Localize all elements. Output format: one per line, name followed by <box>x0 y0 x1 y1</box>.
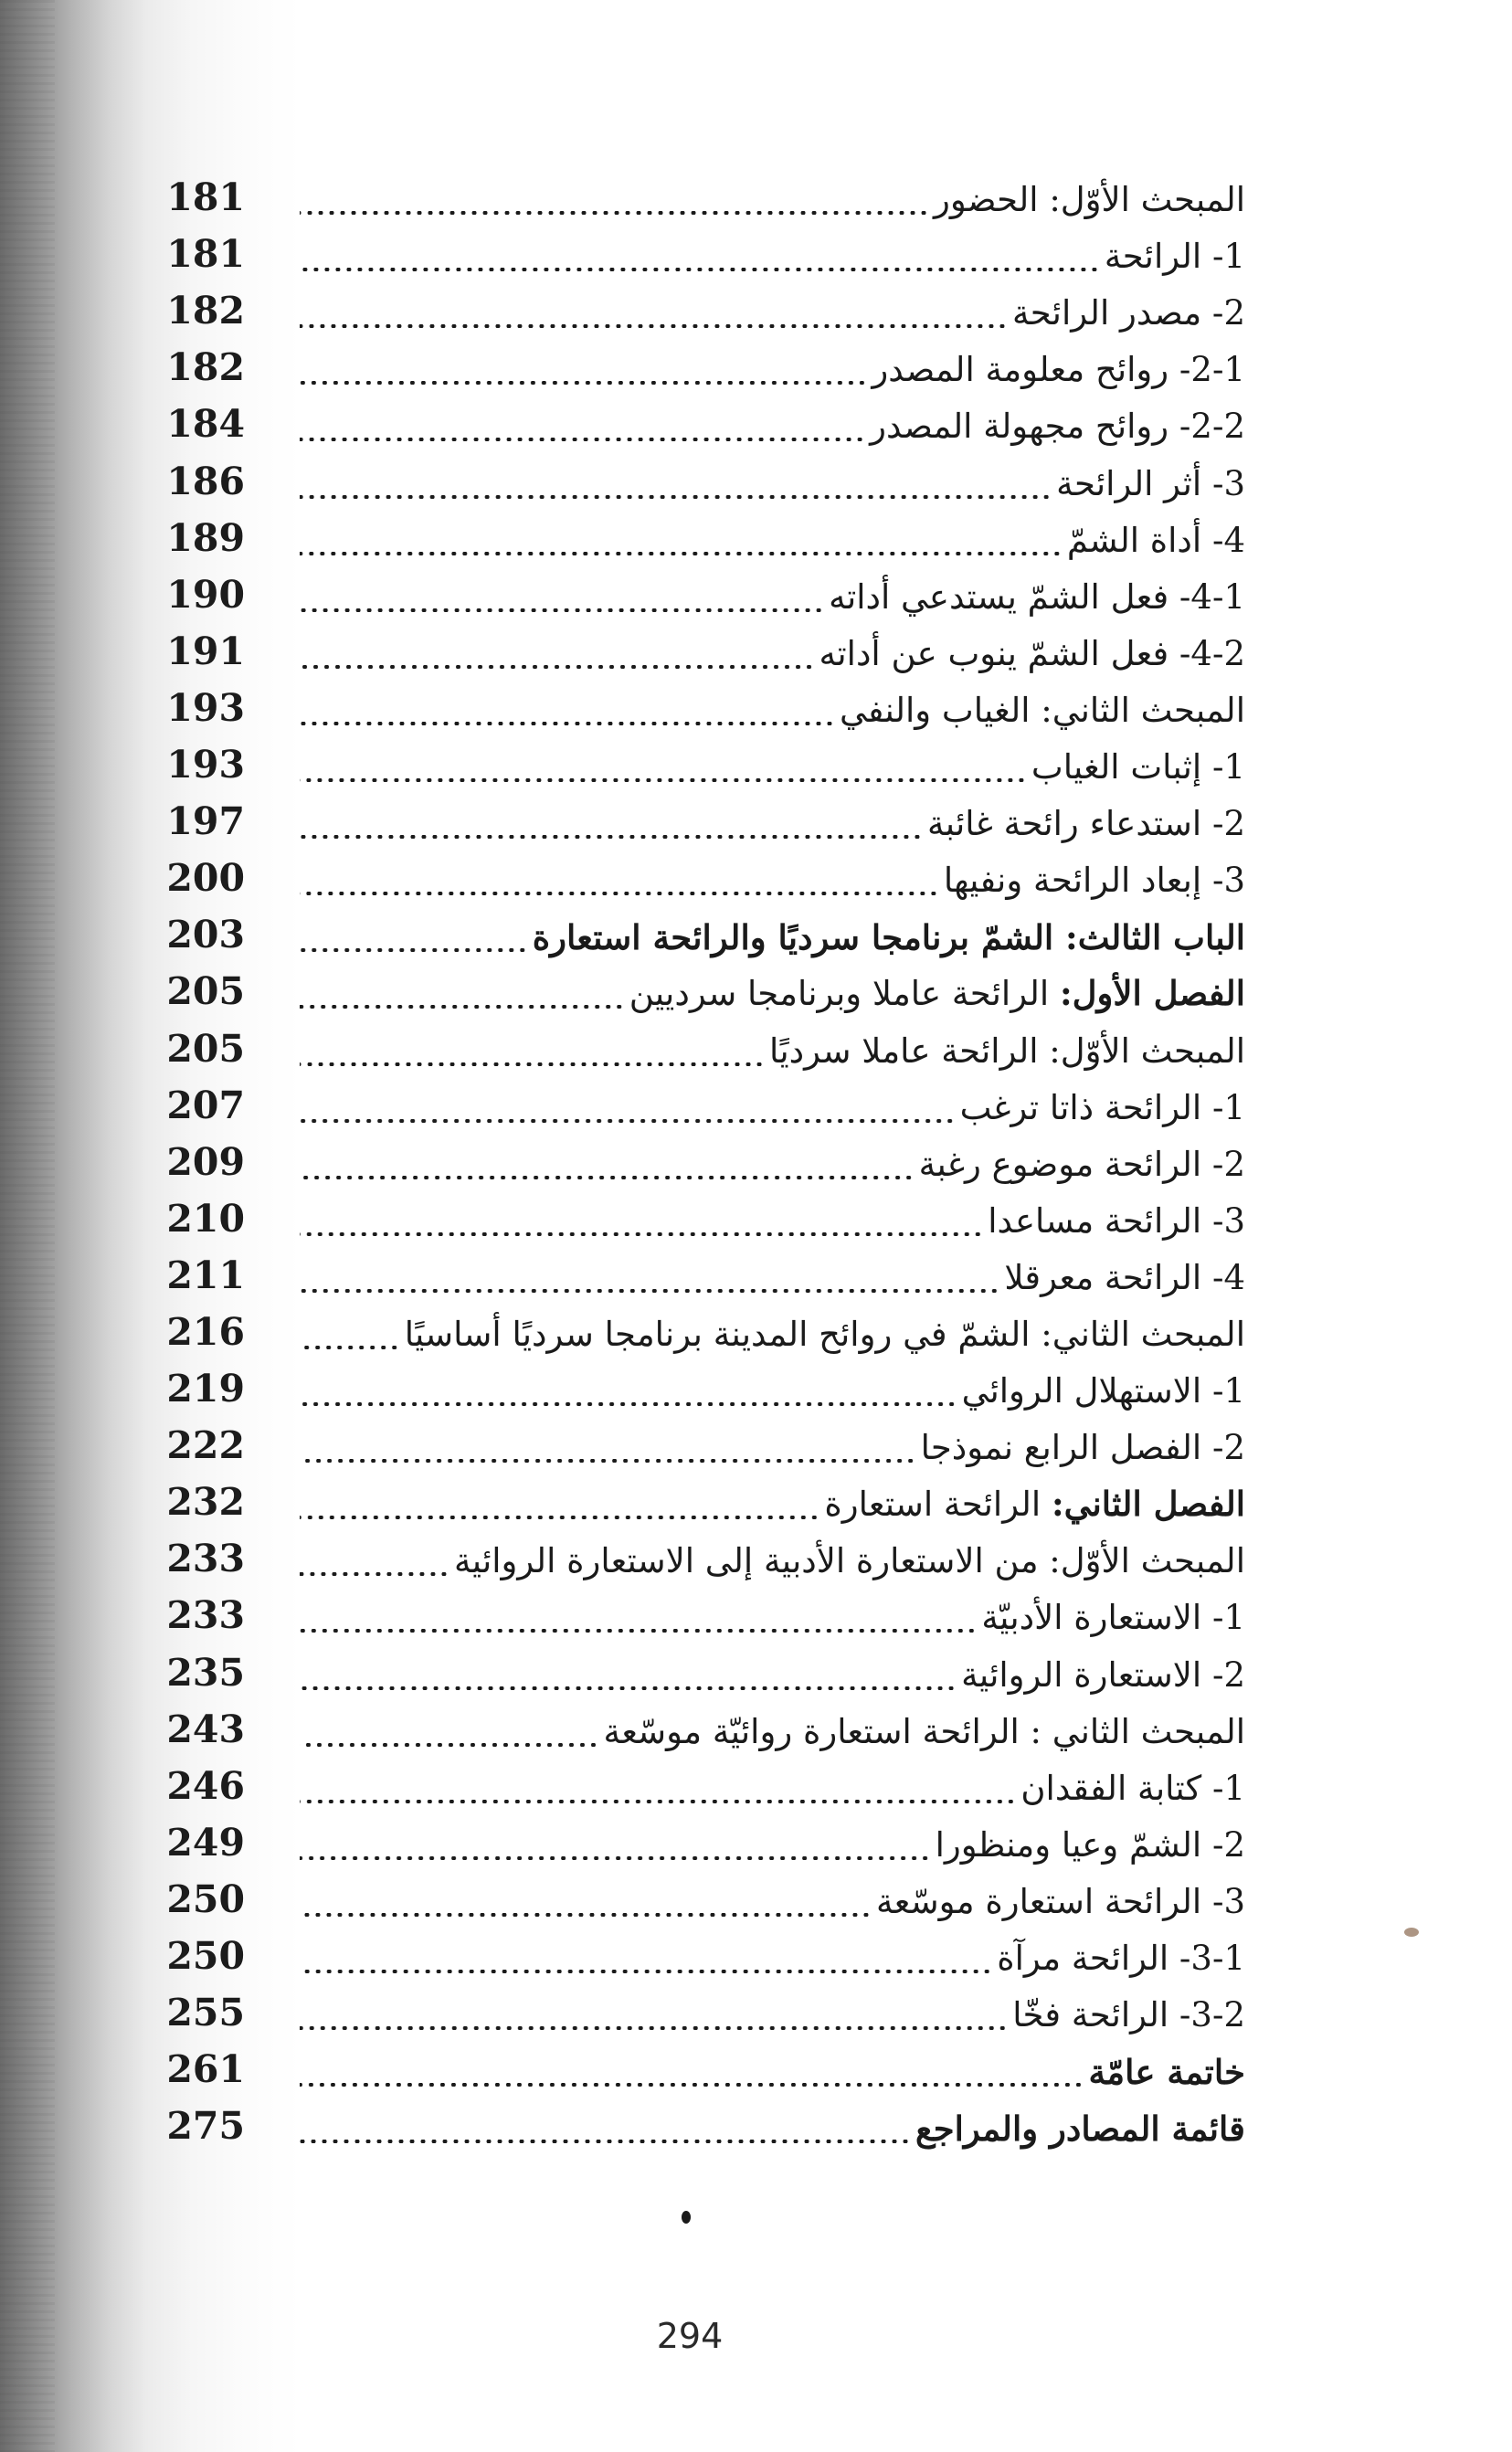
dot-leader <box>300 1856 934 1860</box>
toc-entry-line <box>300 1085 1245 1131</box>
toc-entry-line <box>300 1879 1245 1925</box>
book-spine-shadow <box>0 0 55 2452</box>
toc-entry-line <box>300 1255 1245 1301</box>
dot-leader <box>300 1913 874 1917</box>
toc-entry-line <box>300 1595 1245 1641</box>
toc-entry <box>153 170 1245 227</box>
toc-entry-line <box>300 970 1245 1017</box>
toc-entry-title: 2- الرائحة موضوع رغبة <box>918 1144 1245 1184</box>
dot-leader <box>300 722 838 725</box>
dot-leader <box>300 495 1054 499</box>
toc-page-number: 189 <box>166 515 245 560</box>
toc-entry-line <box>300 745 1245 790</box>
toc-page-number: 243 <box>166 1707 245 1751</box>
toc-page-number: 186 <box>166 459 245 503</box>
toc-entry-line <box>300 1369 1245 1414</box>
toc-entry-line <box>300 688 1245 734</box>
toc-entry-title: 1- الاستعارة الأدبيّة <box>981 1598 1245 1638</box>
toc-entry <box>153 1759 1245 1815</box>
page-number: 294 <box>656 2316 724 2356</box>
dot-leader <box>300 438 868 441</box>
toc-entry-title: 1- إثبات الغياب <box>1031 747 1245 787</box>
toc-entry <box>153 1248 1245 1305</box>
toc-entry-line <box>300 291 1245 336</box>
dot-leader <box>300 1459 919 1463</box>
toc-entry-title: 3- أثر الرائحة <box>1056 463 1245 503</box>
toc-entry-title: 1- الاستهلال الروائي <box>961 1371 1245 1411</box>
toc-entry-line <box>300 404 1245 449</box>
toc-page-number: 181 <box>166 232 245 277</box>
dot-leader <box>300 1289 1002 1293</box>
toc-entry-title: المبحث الثاني: الغياب والنفي <box>839 690 1245 730</box>
toc-entry-line <box>300 1425 1245 1471</box>
toc-entry-title: 3-1- الرائحة مرآة <box>997 1939 1245 1978</box>
toc-entry-title: 3- إبعاد الرائحة ونفيها <box>943 861 1245 901</box>
dot-leader <box>300 1686 959 1690</box>
toc-entry-title: 2-2- روائح مجهولة المصدر <box>870 407 1245 447</box>
toc-page-number: 216 <box>166 1309 245 1354</box>
toc-entry-title: المبحث الأوّل: الرائحة عاملا سرديًا <box>769 1030 1245 1071</box>
toc-page-number: 233 <box>166 1537 245 1581</box>
toc-entry-line <box>300 1029 1245 1074</box>
toc-entry-title <box>629 970 1245 1017</box>
toc-page-number: 250 <box>166 1934 245 1978</box>
toc-page-number: 219 <box>166 1367 245 1411</box>
toc-entry-title: 2- استدعاء رائحة غائبة <box>926 804 1245 844</box>
toc-entry <box>153 1020 1245 1077</box>
toc-entry-line <box>300 914 1245 960</box>
toc-page-number: 233 <box>166 1593 245 1638</box>
toc-entry <box>153 1361 1245 1418</box>
dot-leader <box>300 1800 1019 1803</box>
toc-entry <box>153 1418 1245 1474</box>
toc-entry-line <box>300 1199 1245 1244</box>
toc-page-number: 207 <box>166 1083 245 1127</box>
toc-page-number: 203 <box>166 913 245 957</box>
toc-entry-title: 2-1- روائح معلومة المصدر <box>872 350 1245 390</box>
toc-page-number: 246 <box>166 1763 245 1808</box>
toc-page-number: 255 <box>166 1991 245 2035</box>
toc-entry-line <box>300 2049 1245 2095</box>
toc-entry-line <box>300 518 1245 564</box>
toc-entry-line <box>300 1653 1245 1698</box>
toc-entry-title: 1- الرائحة ذاتا ترغب <box>959 1087 1245 1127</box>
toc-page-number: 182 <box>166 345 245 390</box>
dot-leader <box>300 1629 979 1633</box>
toc-page-number: 275 <box>166 2104 245 2149</box>
dot-leader <box>300 892 942 895</box>
toc-entry <box>153 227 1245 283</box>
toc-page-number: 205 <box>166 1026 245 1071</box>
toc-entry <box>153 1702 1245 1759</box>
dot-leader <box>300 1005 628 1009</box>
toc-entry-title <box>824 1481 1245 1527</box>
toc-entry <box>153 2042 1245 2098</box>
toc-entry-title: المبحث الأوّل: من الاستعارة الأدبية إلى الاستعارة الروائية <box>453 1541 1245 1581</box>
toc-entry <box>153 907 1245 964</box>
toc-entry <box>153 737 1245 794</box>
toc-entry <box>153 1474 1245 1531</box>
toc-entry <box>153 1191 1245 1248</box>
toc-entry-line <box>300 1142 1245 1188</box>
toc-page-number: 211 <box>166 1252 245 1297</box>
toc-entry-line <box>300 1538 1245 1584</box>
toc-entry-chapter-prefix: الفصل الأول: <box>1059 973 1245 1014</box>
toc-entry <box>153 681 1245 737</box>
toc-entry-title: 4- الرائحة معرقلا <box>1004 1257 1245 1297</box>
toc-page-number: 190 <box>166 572 245 617</box>
dot-leader <box>300 948 531 952</box>
toc-entry-chapter-prefix: الفصل الثاني: <box>1051 1484 1245 1525</box>
toc-page-number: 210 <box>166 1196 245 1241</box>
dot-leader <box>300 1970 995 1973</box>
toc-entry-title: المبحث الثاني: الشمّ في روائح المدينة برنامجا سرديًا أساسيًا <box>404 1314 1245 1354</box>
toc-entry <box>153 567 1245 624</box>
toc-entry <box>153 453 1245 510</box>
dot-leader <box>300 608 827 612</box>
toc-entry-line <box>300 1936 1245 1982</box>
toc-entry-line <box>300 1766 1245 1812</box>
toc-page-number: 193 <box>166 685 245 730</box>
toc-entry-title: 2- الاستعارة الروائية <box>961 1654 1245 1695</box>
dot-leader <box>300 1176 917 1179</box>
toc-entry-title: 2- الشمّ وعيا ومنظورا <box>935 1824 1245 1865</box>
toc-page-number: 261 <box>166 2047 245 2092</box>
toc-entry-line <box>300 347 1245 393</box>
toc-entry-title: المبحث الثاني : الرائحة استعارة روائيّة موسّعة <box>603 1711 1245 1751</box>
dot-leader <box>300 2083 1086 2087</box>
toc-entry <box>153 1815 1245 1872</box>
toc-entry <box>153 1588 1245 1644</box>
toc-entry-line <box>300 2106 1245 2151</box>
toc-entry <box>153 511 1245 567</box>
dot-leader <box>300 1062 767 1066</box>
toc-page-number: 184 <box>166 402 245 447</box>
dot-leader <box>300 552 1065 555</box>
toc-entry-title: 2- مصدر الرائحة <box>1011 293 1245 333</box>
dot-leader <box>300 1572 452 1576</box>
toc-entry <box>153 1985 1245 2042</box>
toc-entry-line <box>300 234 1245 280</box>
toc-entry-title: 3- الرائحة مساعدا <box>988 1200 1245 1241</box>
toc-entry-title: 3- الرائحة استعارة موسّعة <box>875 1881 1245 1921</box>
toc-entry <box>153 396 1245 453</box>
toc-entry <box>153 964 1245 1020</box>
toc-entry <box>153 2098 1245 2155</box>
toc-entry-title: 1- كتابة الفقدان <box>1020 1768 1245 1808</box>
toc-entry-title-text: الرائحة استعارة <box>824 1485 1052 1525</box>
toc-page-number: 181 <box>166 175 245 220</box>
dot-leader <box>300 1402 960 1406</box>
toc-entry <box>153 1929 1245 1985</box>
dot-leader <box>300 665 818 669</box>
toc-entry-line <box>300 1312 1245 1358</box>
toc-entry <box>153 283 1245 340</box>
table-of-contents <box>153 170 1245 2155</box>
toc-entry-title: المبحث الأوّل: الحضور <box>934 180 1245 220</box>
dot-leader <box>300 1346 403 1349</box>
dot-leader <box>300 835 925 839</box>
dot-leader <box>300 1516 822 1519</box>
dot-leader <box>300 1232 986 1236</box>
dot-leader <box>300 324 1010 328</box>
dot-leader <box>300 1743 601 1747</box>
toc-entry <box>153 1078 1245 1135</box>
toc-entry-title: الباب الثالث: الشمّ برنامجا سرديًا والرائحة استعارة <box>532 917 1245 958</box>
dot-leader <box>300 2026 1010 2030</box>
toc-entry-line <box>300 1823 1245 1868</box>
dot-leader <box>300 381 870 385</box>
toc-page-number: 193 <box>166 743 245 787</box>
toc-entry-line <box>300 461 1245 507</box>
toc-entry-title: 4- أداة الشمّ <box>1066 520 1245 560</box>
toc-entry-title: 1- الرائحة <box>1104 237 1245 277</box>
toc-page-number: 250 <box>166 1876 245 1921</box>
toc-entry <box>153 1531 1245 1588</box>
toc-entry <box>153 794 1245 851</box>
toc-page-number: 249 <box>166 1820 245 1865</box>
toc-entry <box>153 1872 1245 1929</box>
toc-entry-line <box>300 801 1245 847</box>
dot-leader <box>300 778 1030 782</box>
toc-entry <box>153 1305 1245 1361</box>
toc-page-number: 235 <box>166 1650 245 1695</box>
toc-entry-title: خاتمة عامّة <box>1088 2052 1245 2093</box>
toc-entry-title: 4-1- فعل الشمّ يستدعي أداته <box>829 576 1245 617</box>
toc-page-number: 205 <box>166 969 245 1014</box>
dot-leader <box>300 211 932 215</box>
paper-smudge <box>1404 1928 1419 1937</box>
toc-entry-line <box>300 1992 1245 2038</box>
toc-page-number: 191 <box>166 629 245 673</box>
toc-entry-title: 4-2- فعل الشمّ ينوب عن أداته <box>819 633 1245 673</box>
toc-page-number: 222 <box>166 1423 245 1468</box>
toc-entry <box>153 1135 1245 1191</box>
toc-entry-title: 3-2- الرائحة فخّا <box>1012 1995 1245 2035</box>
dot-leader <box>300 2140 914 2143</box>
toc-entry <box>153 851 1245 907</box>
toc-page-number: 209 <box>166 1139 245 1184</box>
toc-entry-line <box>300 1481 1245 1527</box>
toc-entry <box>153 340 1245 396</box>
dot-leader <box>300 1119 958 1123</box>
toc-page-number: 182 <box>166 289 245 333</box>
toc-entry <box>153 1644 1245 1701</box>
toc-entry-line <box>300 858 1245 904</box>
dot-leader <box>300 268 1103 271</box>
toc-entry-title-text: الرائحة عاملا وبرنامجا سرديين <box>629 974 1060 1014</box>
toc-entry-line <box>300 575 1245 620</box>
toc-entry-line <box>300 177 1245 223</box>
toc-entry-line <box>300 631 1245 677</box>
toc-page-number: 197 <box>166 799 245 844</box>
toc-entry-title: 2- الفصل الرابع نموذجا <box>920 1428 1245 1468</box>
toc-page-number: 200 <box>166 856 245 901</box>
toc-entry-title: قائمة المصادر والمراجع <box>915 2109 1245 2150</box>
toc-entry <box>153 624 1245 681</box>
toc-entry-line <box>300 1709 1245 1755</box>
ink-mark <box>682 2211 691 2224</box>
toc-page-number: 232 <box>166 1480 245 1525</box>
